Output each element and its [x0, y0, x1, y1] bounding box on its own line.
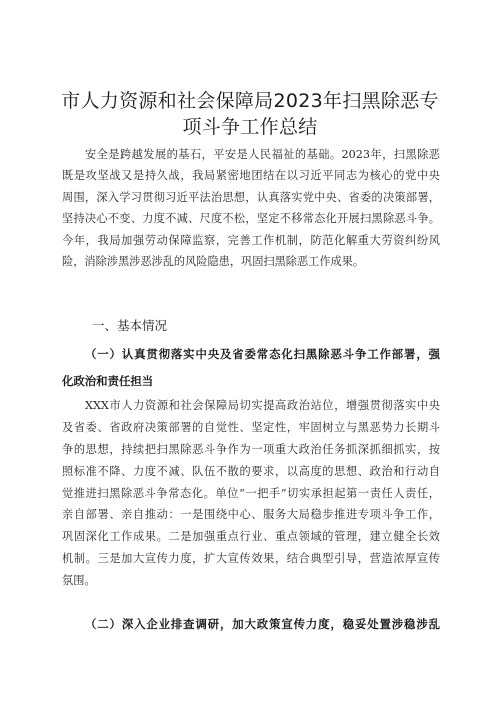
subsection-1-paragraph [62, 395, 440, 592]
section-heading-basic-situation: 一、基本情况 [92, 318, 168, 333]
paragraph-line: 氛围。 [62, 574, 96, 588]
paragraph-line: 照标准不降、力度不减、队伍不散的要求，以高度的思想、政治和行动自 [62, 464, 440, 478]
paragraph-line: 机制。三是加大宣传力度，扩大宣传效果，结合典型引导，营造浓厚宣传 [62, 552, 440, 566]
paragraph-line: 坚持决心不变、力度不减、尺度不松，坚定不移常态化开展扫黑除恶斗争。 [62, 212, 440, 226]
paragraph-line: 及省委、省政府决策部署的自觉性、坚定性，牢固树立与黑恶势力长期斗 [62, 420, 440, 434]
paragraph-line: 周围，深入学习贯彻习近平法治思想，认真落实党中央、省委的决策部署， [62, 190, 440, 204]
heading-line: （一）认真贯彻落实中央及省委常态化扫黑除恶斗争工作部署，强 [85, 347, 440, 361]
paragraph-line: 今年，我局加强劳动保障监察，完善工作机制，防范化解重大劳资纠纷风 [62, 233, 440, 247]
subsection-heading-1 [62, 341, 440, 395]
paragraph-line: XXX市人力资源和社会保障局切实提高政治站位，增强贯彻落实中央 [85, 399, 440, 412]
document-title-line-1: 市人力资源和社会保障局2023年扫黑除恶专 [61, 90, 439, 112]
subsection-heading-2 [62, 612, 440, 636]
paragraph-line: 险，消除涉黑涉恶涉乱的风险隐患，巩固扫黑除恶工作成果。 [62, 254, 365, 268]
paragraph-line: 安全是跨越发展的基石，平安是人民福祉的基础。2023年，扫黑除恶 [85, 148, 440, 161]
intro-paragraph [62, 144, 440, 272]
paragraph-line: 既是攻坚战又是持久战，我局紧密地团结在以习近平同志为核心的党中央 [62, 169, 440, 183]
paragraph-line: 争的思想，持续把扫黑除恶斗争作为一项重大政治任务抓深抓细抓实，按 [62, 442, 440, 456]
paragraph-line: 亲自部署、亲自推动：一是围绕中心、服务大局稳步推进专项斗争工作， [62, 508, 440, 522]
document-title-line-2: 项斗争工作总结 [182, 116, 318, 138]
heading-line: （二）深入企业排查调研，加大政策宣传力度，稳妥处置涉稳涉乱 [85, 617, 440, 631]
paragraph-line: 觉推进扫黑除恶斗争常态化。单位“一把手”切实承担起第一责任人责任， [62, 486, 440, 500]
paragraph-line: 巩固深化工作成果。二是加强重点行业、重点领域的管理，建立健全长效 [62, 530, 440, 544]
heading-line: 化政治和责任担当 [62, 374, 154, 388]
